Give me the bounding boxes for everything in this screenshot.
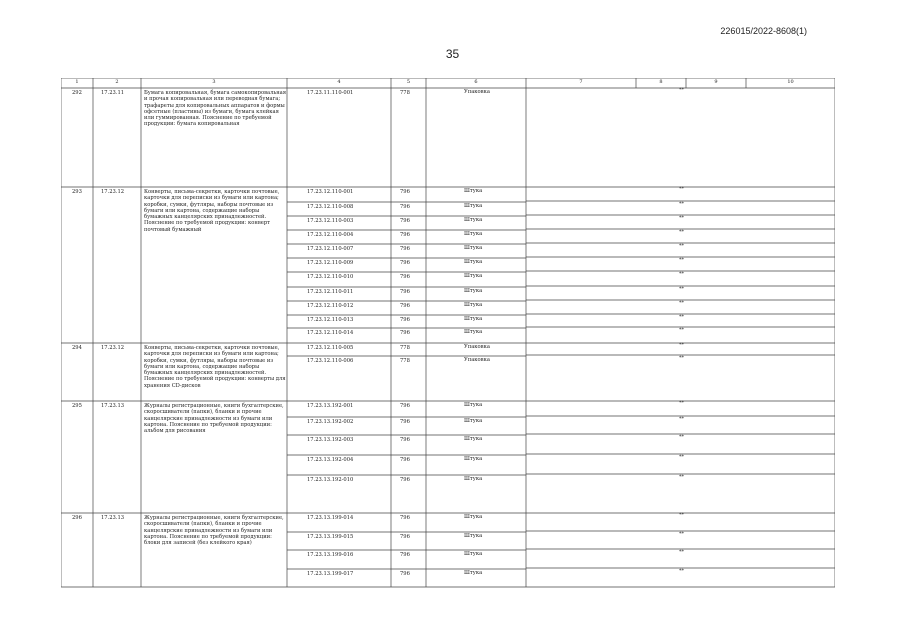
unit-name: Штука xyxy=(464,316,483,322)
ktru-code: 17.23.11.110-001 xyxy=(307,90,354,96)
okei-code: 796 xyxy=(400,437,410,443)
okei-code: 796 xyxy=(400,552,410,558)
ktru-code: 17.23.12.110-006 xyxy=(307,358,354,364)
ktru-code: 17.23.12.110-001 xyxy=(307,189,354,195)
item-description: Журналы регистрационные, книги бухгалтерские, скоросшиватели (папки), бланки и прочие канцелярские принадлежности из бумаги или картона. Пояснение по требуемой продукции: альбом для рисования xyxy=(144,403,284,435)
okei-code: 796 xyxy=(400,246,410,252)
unit-name: Штука xyxy=(464,273,483,279)
okei-code: 796 xyxy=(400,232,410,238)
okei-code: 796 xyxy=(400,419,410,425)
ktru-code: 17.23.13.192-003 xyxy=(307,437,354,443)
mark-asterisks: ** xyxy=(679,286,684,292)
okei-code: 796 xyxy=(400,317,410,323)
okpd-code: 17.23.11 xyxy=(101,90,125,96)
row-number: 295 xyxy=(72,403,82,409)
mark-asterisks: ** xyxy=(679,257,684,263)
column-header: 10 xyxy=(787,79,794,85)
mark-asterisks: ** xyxy=(679,400,684,406)
ktru-code: 17.23.13.199-016 xyxy=(307,552,354,558)
column-header: 9 xyxy=(714,79,718,85)
mark-asterisks: ** xyxy=(679,474,684,480)
column-header: 8 xyxy=(659,79,663,85)
okei-code: 796 xyxy=(400,303,410,309)
row-number: 293 xyxy=(72,189,82,195)
unit-name: Штука xyxy=(464,245,483,251)
unit-name: Упаковка xyxy=(464,344,490,350)
ktru-code: 17.23.13.199-017 xyxy=(307,571,354,577)
okei-code: 796 xyxy=(400,515,410,521)
ktru-code: 17.23.12.110-003 xyxy=(307,218,354,224)
column-header: 1 xyxy=(75,79,79,85)
unit-name: Штука xyxy=(464,476,483,482)
okei-code: 778 xyxy=(400,345,410,351)
mark-asterisks: ** xyxy=(679,568,684,574)
item-description: Бумага копировальная, бумага самокопировальная и прочая копировальная или переводная бумага; трафареты для копировальных аппаратов и формы офсетные (пластины) из бумаги, бумага клейкая или гуммированная. Пояснение по требуемой продукции: бумага копировальная xyxy=(144,90,287,128)
ktru-code: 17.23.13.192-004 xyxy=(307,457,354,463)
okei-code: 796 xyxy=(400,189,410,195)
mark-asterisks: ** xyxy=(679,342,684,348)
unit-name: Штука xyxy=(464,217,483,223)
ktru-code: 17.23.12.110-014 xyxy=(307,330,354,336)
row-number: 294 xyxy=(72,345,82,351)
okei-code: 778 xyxy=(400,90,410,96)
mark-asterisks: ** xyxy=(679,271,684,277)
ktru-code: 17.23.12.110-009 xyxy=(307,260,354,266)
unit-name: Штука xyxy=(464,329,483,335)
unit-name: Штука xyxy=(464,402,483,408)
okei-code: 796 xyxy=(400,274,410,280)
ktru-code: 17.23.12.110-011 xyxy=(307,289,354,295)
okei-code: 796 xyxy=(400,330,410,336)
unit-name: Штука xyxy=(464,259,483,265)
okpd-code: 17.23.12 xyxy=(101,345,125,351)
document-number: 226015/2022-8608(1) xyxy=(720,26,807,36)
unit-name: Штука xyxy=(464,514,483,520)
okei-code: 796 xyxy=(400,457,410,463)
unit-name: Упаковка xyxy=(464,89,490,95)
unit-name: Штука xyxy=(464,436,483,442)
column-header: 2 xyxy=(115,79,119,85)
okpd-code: 17.23.12 xyxy=(101,189,125,195)
unit-name: Штука xyxy=(464,231,483,237)
unit-name: Упаковка xyxy=(464,357,490,363)
ktru-code: 17.23.13.192-002 xyxy=(307,419,354,425)
mark-asterisks: ** xyxy=(679,512,684,518)
ktru-code: 17.23.12.110-012 xyxy=(307,303,354,309)
unit-name: Штука xyxy=(464,188,483,194)
mark-asterisks: ** xyxy=(679,229,684,235)
unit-name: Штука xyxy=(464,203,483,209)
unit-name: Штука xyxy=(464,533,483,539)
ktru-code: 17.23.12.110-007 xyxy=(307,246,354,252)
row-number: 292 xyxy=(72,90,82,96)
item-description: Конверты, письма-секретки, карточки почтовые, карточки для переписки из бумаги или картона; коробки, сумки, футляры, наборы почтовые из бумаги или картона, содержащие наборы бумажных канцелярских принадлежностей. Пояснение по требуемой продукции: конверт почтовый бумажный xyxy=(144,189,280,233)
okpd-code: 17.23.13 xyxy=(101,515,125,521)
okei-code: 778 xyxy=(400,358,410,364)
item-description: Конверты, письма-секретки, карточки почтовые, карточки для переписки из бумаги или картона; коробки, сумки, футляры, наборы почтовые из бумаги или картона, содержащие наборы бумажных канцелярских принадлежностей. Пояснение по требуемой продукции: конверты для хранения CD-дисков xyxy=(144,345,286,389)
mark-asterisks: ** xyxy=(679,531,684,537)
item-description: Журналы регистрационные, книги бухгалтерские, скоросшиватели (папки), бланки и прочие канцелярские принадлежности из бумаги или картона. Пояснение по требуемой продукции: блоки для записей (без клейкого края) xyxy=(144,515,284,547)
okei-code: 796 xyxy=(400,477,410,483)
okei-code: 796 xyxy=(400,403,410,409)
unit-name: Штука xyxy=(464,456,483,462)
mark-asterisks: ** xyxy=(679,416,684,422)
column-header: 7 xyxy=(579,79,583,85)
mark-asterisks: ** xyxy=(679,355,684,361)
okei-code: 796 xyxy=(400,534,410,540)
ktru-code: 17.23.12.110-005 xyxy=(307,345,354,351)
mark-asterisks: ** xyxy=(679,201,684,207)
mark-asterisks: ** xyxy=(679,186,684,192)
okei-code: 796 xyxy=(400,289,410,295)
okei-code: 796 xyxy=(400,571,410,577)
unit-name: Штука xyxy=(464,288,483,294)
ktru-code: 17.23.12.110-013 xyxy=(307,317,354,323)
ktru-code: 17.23.12.110-010 xyxy=(307,274,354,280)
mark-asterisks: ** xyxy=(679,434,684,440)
mark-asterisks: ** xyxy=(679,243,684,249)
mark-asterisks: ** xyxy=(679,549,684,555)
mark-asterisks: ** xyxy=(679,314,684,320)
mark-asterisks: ** xyxy=(679,215,684,221)
mark-asterisks: ** xyxy=(679,327,684,333)
mark-asterisks: ** xyxy=(679,300,684,306)
unit-name: Штука xyxy=(464,551,483,557)
mark-asterisks: ** xyxy=(679,87,684,93)
ktru-code: 17.23.13.192-001 xyxy=(307,403,354,409)
page-number: 35 xyxy=(445,47,460,61)
ktru-code: 17.23.12.110-004 xyxy=(307,232,354,238)
unit-name: Штука xyxy=(464,570,483,576)
ktru-code: 17.23.13.192-010 xyxy=(307,477,354,483)
ktru-code: 17.23.13.199-014 xyxy=(307,515,354,521)
column-header: 6 xyxy=(474,79,478,85)
ktru-code: 17.23.12.110-008 xyxy=(307,204,354,210)
okpd-code: 17.23.13 xyxy=(101,403,125,409)
column-header: 4 xyxy=(337,79,341,85)
ktru-code: 17.23.13.199-015 xyxy=(307,534,354,540)
unit-name: Штука xyxy=(464,302,483,308)
procurement-table xyxy=(61,78,835,598)
okei-code: 796 xyxy=(400,204,410,210)
okei-code: 796 xyxy=(400,218,410,224)
okei-code: 796 xyxy=(400,260,410,266)
unit-name: Штука xyxy=(464,418,483,424)
row-number: 296 xyxy=(72,515,82,521)
column-header: 3 xyxy=(212,79,216,85)
column-header: 5 xyxy=(406,79,411,85)
mark-asterisks: ** xyxy=(679,454,684,460)
